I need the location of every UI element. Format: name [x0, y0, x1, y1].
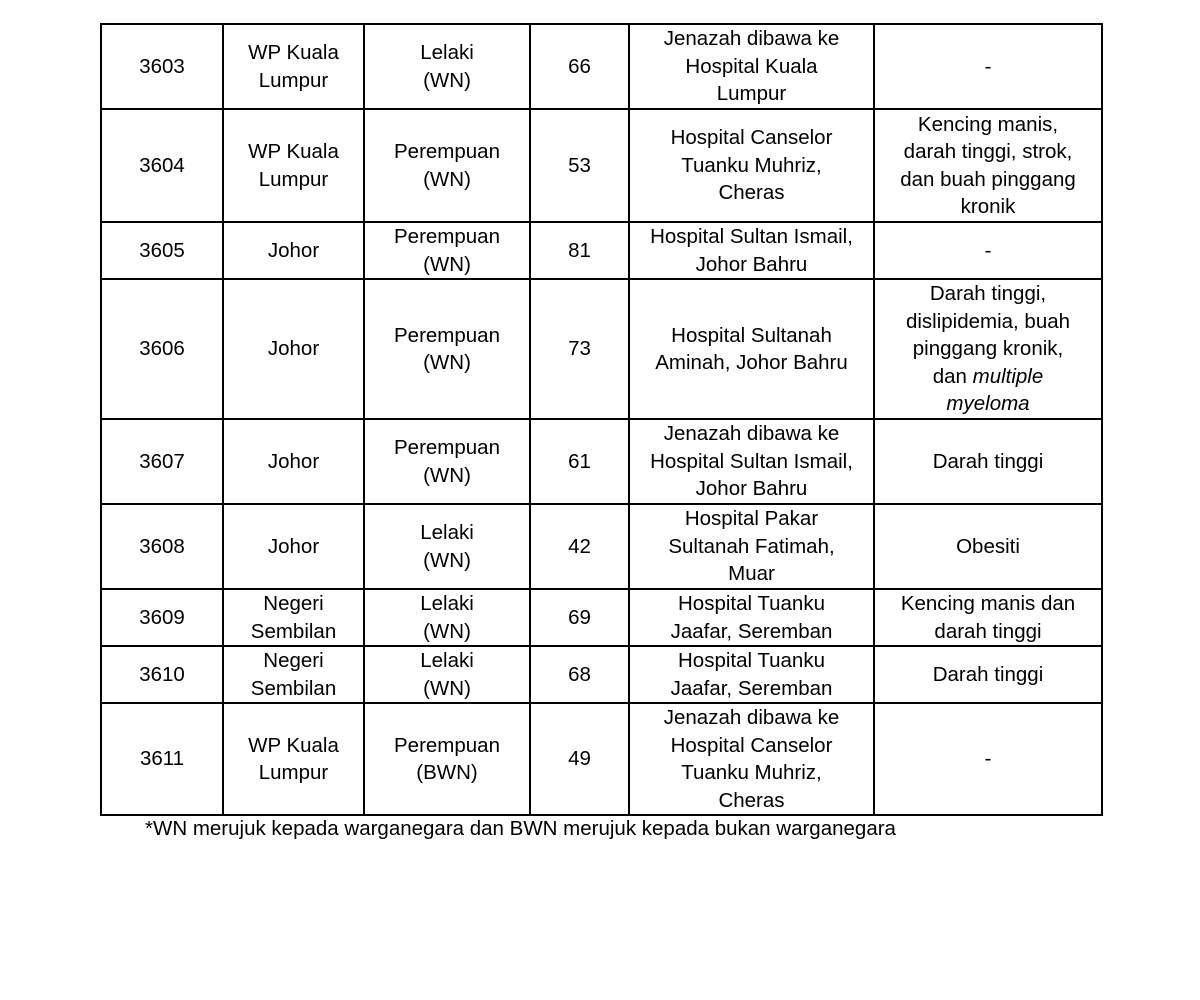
- hospital-cell: [629, 222, 874, 279]
- comorbidity-cell: [874, 279, 1102, 419]
- comorbidity-text: Kencing manis dan: [900, 592, 1076, 615]
- hospital-text: Hospital Pakar: [684, 507, 819, 531]
- comorbidity-text: dan buah pinggang: [900, 167, 1076, 191]
- comorbidity-text: Kencing manis,: [917, 112, 1059, 136]
- hospital-cell: [629, 279, 874, 419]
- hospital-cell: [629, 703, 874, 815]
- case-number-text: 3610: [139, 662, 185, 686]
- comorbidity-text: kronik: [960, 195, 1016, 218]
- gender-text: (WN): [423, 676, 471, 700]
- case-number-cell: [101, 109, 223, 222]
- gender-text: Lelaki: [420, 649, 474, 672]
- age-text: 42: [568, 534, 591, 558]
- table-row: [101, 703, 1102, 815]
- age-text: 61: [568, 449, 591, 473]
- state-text: WP Kuala: [248, 140, 339, 163]
- gender-cell: [364, 419, 530, 504]
- hospital-text: Cheras: [718, 181, 785, 205]
- hospital-cell: [629, 646, 874, 703]
- comorbidity-text: -: [984, 54, 992, 78]
- comorbidity-italic-text: multiple: [972, 364, 1044, 388]
- case-number-cell: [101, 589, 223, 646]
- comorbidity-cell: [874, 24, 1102, 109]
- case-number-text: 3605: [139, 238, 185, 262]
- gender-text: (BWN): [416, 761, 478, 784]
- footnote: *WN merujuk kepada warganegara dan BWN merujuk kepada bukan warganegara: [145, 817, 896, 840]
- hospital-text: Jaafar, Seremban: [670, 619, 833, 643]
- hospital-text: Cheras: [718, 788, 785, 812]
- age-cell: [530, 109, 629, 222]
- age-cell: [530, 24, 629, 109]
- table-row: [101, 419, 1102, 504]
- state-text: Johor: [267, 534, 320, 558]
- case-number-cell: [101, 24, 223, 109]
- gender-cell: [364, 703, 530, 815]
- hospital-text: Sultanah Fatimah,: [668, 534, 835, 558]
- comorbidity-text: dislipidemia, buah: [905, 309, 1071, 333]
- age-cell: [530, 419, 629, 504]
- hospital-text: Jenazah dibawa ke: [663, 27, 840, 51]
- gender-text: (WN): [423, 167, 471, 191]
- state-text: Sembilan: [250, 619, 337, 643]
- hospital-text: Lumpur: [716, 82, 787, 106]
- state-text: Johor: [267, 449, 320, 473]
- hospital-text: Johor Bahru: [695, 252, 808, 276]
- state-text: Negeri: [263, 592, 324, 615]
- state-text: Lumpur: [258, 167, 329, 191]
- state-text: Johor: [267, 337, 320, 361]
- age-text: 49: [568, 747, 591, 771]
- case-number-cell: [101, 222, 223, 279]
- hospital-text: Aminah, Johor Bahru: [655, 351, 848, 374]
- hospital-text: Hospital Sultan Ismail,: [650, 449, 853, 473]
- case-number-text: 3608: [139, 534, 185, 558]
- comorbidity-text: Obesiti: [956, 534, 1020, 558]
- hospital-text: Hospital Canselor: [670, 126, 833, 150]
- case-number-text: 3606: [139, 337, 185, 361]
- gender-text: Lelaki: [420, 521, 474, 544]
- gender-text: (WN): [423, 351, 471, 374]
- age-cell: [530, 222, 629, 279]
- state-text: Sembilan: [250, 676, 337, 700]
- hospital-cell: [629, 504, 874, 589]
- table-row: [101, 109, 1102, 222]
- state-cell: [223, 109, 364, 222]
- age-cell: [530, 703, 629, 815]
- gender-text: (WN): [423, 619, 471, 643]
- gender-text: Perempuan: [394, 140, 500, 163]
- hospital-text: Hospital Kuala: [685, 54, 818, 78]
- table-row: [101, 589, 1102, 646]
- gender-text: Perempuan: [394, 733, 500, 757]
- state-text: Lumpur: [258, 68, 329, 92]
- hospital-text: Tuanku Muhriz,: [681, 153, 822, 177]
- comorbidity-text: -: [984, 747, 992, 771]
- hospital-text: Hospital Sultan Ismail,: [650, 225, 853, 248]
- state-text: Negeri: [263, 649, 324, 672]
- age-text: 69: [568, 605, 591, 629]
- table-row: [101, 279, 1102, 419]
- age-text: 66: [568, 54, 591, 78]
- case-number-text: 3611: [139, 747, 185, 771]
- comorbidity-text: darah tinggi: [934, 619, 1042, 643]
- comorbidity-cell: [874, 109, 1102, 222]
- gender-cell: [364, 646, 530, 703]
- age-text: 73: [568, 337, 591, 361]
- case-number-cell: [101, 504, 223, 589]
- gender-text: Lelaki: [420, 592, 474, 615]
- case-number-text: 3607: [139, 449, 185, 473]
- hospital-text: Jaafar, Seremban: [670, 676, 833, 700]
- hospital-cell: [629, 589, 874, 646]
- comorbidity-text: Darah tinggi: [932, 662, 1044, 686]
- comorbidity-text: dan: [932, 364, 973, 388]
- gender-text: (WN): [423, 463, 471, 487]
- state-text: WP Kuala: [248, 41, 339, 64]
- hospital-text: Hospital Canselor: [670, 733, 833, 757]
- hospital-text: Tuanku Muhriz,: [681, 761, 822, 784]
- comorbidity-text: Darah tinggi: [932, 449, 1044, 473]
- hospital-text: Johor Bahru: [695, 477, 808, 501]
- state-text: Lumpur: [258, 761, 329, 784]
- state-cell: [223, 419, 364, 504]
- hospital-cell: [629, 419, 874, 504]
- gender-cell: [364, 279, 530, 419]
- hospital-text: Hospital Tuanku: [677, 592, 825, 615]
- comorbidity-cell: [874, 646, 1102, 703]
- state-text: Johor: [267, 238, 320, 262]
- case-number-cell: [101, 279, 223, 419]
- table-row: [101, 504, 1102, 589]
- gender-text: (WN): [423, 252, 471, 276]
- hospital-text: Muar: [728, 562, 775, 586]
- comorbidity-cell: [874, 589, 1102, 646]
- gender-text: Perempuan: [394, 225, 500, 248]
- age-cell: [530, 589, 629, 646]
- age-cell: [530, 646, 629, 703]
- state-cell: [223, 646, 364, 703]
- gender-text: (WN): [423, 548, 471, 572]
- gender-cell: [364, 109, 530, 222]
- comorbidity-cell: [874, 703, 1102, 815]
- case-number-text: 3604: [139, 153, 185, 177]
- table-body: [101, 24, 1102, 815]
- case-number-text: 3609: [139, 605, 185, 629]
- gender-cell: [364, 504, 530, 589]
- gender-text: Perempuan: [394, 323, 500, 347]
- case-number-cell: [101, 703, 223, 815]
- state-cell: [223, 504, 364, 589]
- comorbidity-text: darah tinggi, strok,: [903, 140, 1073, 163]
- gender-cell: [364, 222, 530, 279]
- death-cases-table: [100, 23, 1103, 816]
- hospital-cell: [629, 109, 874, 222]
- hospital-cell: [629, 24, 874, 109]
- age-cell: [530, 279, 629, 419]
- gender-cell: [364, 24, 530, 109]
- gender-text: Perempuan: [394, 436, 500, 459]
- gender-text: Lelaki: [420, 41, 474, 64]
- comorbidity-cell: [874, 419, 1102, 504]
- state-cell: [223, 589, 364, 646]
- comorbidity-text: Darah tinggi,: [929, 282, 1047, 306]
- case-number-cell: [101, 419, 223, 504]
- gender-text: (WN): [423, 68, 471, 92]
- state-cell: [223, 279, 364, 419]
- case-number-text: 3603: [139, 54, 185, 78]
- table-row: [101, 646, 1102, 703]
- hospital-text: Jenazah dibawa ke: [663, 422, 840, 446]
- comorbidity-italic-text: myeloma: [946, 392, 1030, 416]
- state-cell: [223, 703, 364, 815]
- state-cell: [223, 222, 364, 279]
- comorbidity-text: pinggang kronik,: [912, 337, 1064, 361]
- hospital-text: Jenazah dibawa ke: [663, 706, 840, 729]
- hospital-text: Hospital Sultanah: [671, 323, 832, 347]
- table-row: [101, 222, 1102, 279]
- case-number-cell: [101, 646, 223, 703]
- comorbidity-cell: [874, 222, 1102, 279]
- state-text: WP Kuala: [248, 733, 339, 757]
- comorbidity-cell: [874, 504, 1102, 589]
- hospital-text: Hospital Tuanku: [677, 649, 825, 672]
- age-text: 81: [568, 238, 591, 262]
- state-cell: [223, 24, 364, 109]
- age-cell: [530, 504, 629, 589]
- age-text: 53: [568, 153, 591, 177]
- table-row: [101, 24, 1102, 109]
- age-text: 68: [568, 662, 591, 686]
- gender-cell: [364, 589, 530, 646]
- comorbidity-text: -: [984, 238, 992, 262]
